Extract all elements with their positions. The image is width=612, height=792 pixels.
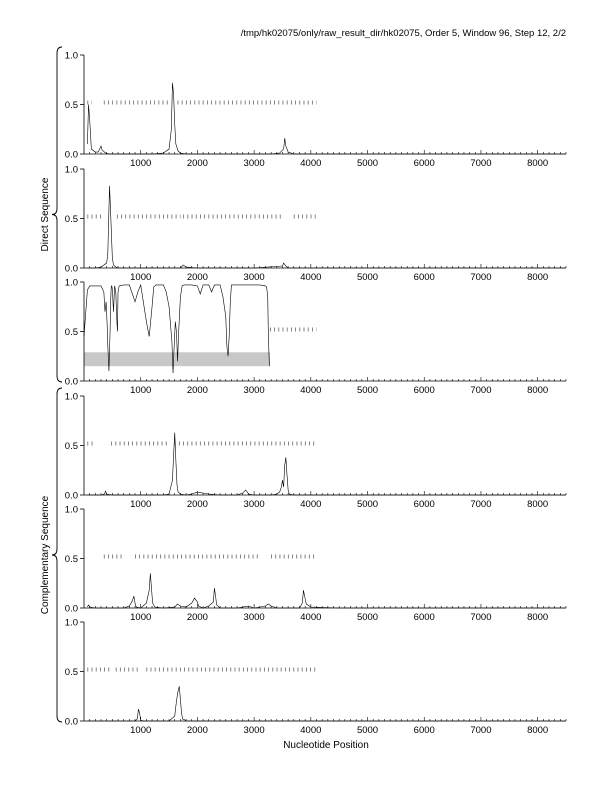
x-tick-label-direct-frame-2-3: 4000 <box>300 272 322 283</box>
x-tick-label-complementary-frame-1-3: 4000 <box>300 499 322 510</box>
x-tick-label-direct-frame-3-0: 1000 <box>130 385 152 396</box>
x-tick-label-complementary-frame-2-6: 7000 <box>470 612 492 623</box>
x-tick-label-direct-frame-2-1: 2000 <box>186 272 208 283</box>
probability-curve-direct-frame-1 <box>87 83 566 154</box>
x-tick-label-direct-frame-3-5: 6000 <box>413 385 435 396</box>
y-tick-label-complementary-frame-2-1: 0.5 <box>64 553 78 565</box>
y-tick-label-direct-frame-2-1: 0.5 <box>64 213 78 225</box>
x-tick-label-complementary-frame-2-2: 3000 <box>243 612 265 623</box>
x-tick-label-complementary-frame-1-7: 8000 <box>527 499 549 510</box>
x-tick-label-complementary-frame-1-6: 7000 <box>470 499 492 510</box>
x-tick-label-direct-frame-2-7: 8000 <box>527 272 549 283</box>
x-tick-label-complementary-frame-1-2: 3000 <box>243 499 265 510</box>
x-tick-label-direct-frame-2-6: 7000 <box>470 272 492 283</box>
x-tick-label-complementary-frame-1-5: 6000 <box>413 499 435 510</box>
y-tick-label-direct-frame-1-2: 1.0 <box>64 50 78 62</box>
x-tick-label-complementary-frame-3-4: 5000 <box>356 725 379 736</box>
x-tick-label-direct-frame-1-6: 7000 <box>470 158 492 169</box>
y-tick-label-direct-frame-3-1: 0.5 <box>64 326 78 338</box>
x-tick-label-direct-frame-3-7: 8000 <box>527 385 549 396</box>
panel-complementary-frame-2 <box>65 504 566 623</box>
panel-complementary-frame-3 <box>65 617 566 736</box>
panel-complementary-frame-1 <box>65 391 566 510</box>
y-tick-label-direct-frame-3-2: 1.0 <box>64 277 78 289</box>
x-tick-label-direct-frame-3-4: 5000 <box>356 385 379 396</box>
x-tick-label-complementary-frame-3-7: 8000 <box>527 725 549 736</box>
x-tick-label-direct-frame-1-1: 2000 <box>186 158 208 169</box>
x-tick-label-complementary-frame-3-2: 3000 <box>243 725 265 736</box>
x-tick-label-direct-frame-2-4: 5000 <box>356 272 379 283</box>
probability-curve-complementary-frame-2 <box>87 573 566 608</box>
x-tick-label-complementary-frame-2-4: 5000 <box>356 612 379 623</box>
y-tick-label-complementary-frame-3-1: 0.5 <box>64 666 78 678</box>
complementary-sequence-label: Complementary Sequence <box>40 495 51 615</box>
y-tick-label-direct-frame-1-1: 0.5 <box>64 99 78 111</box>
y-tick-label-complementary-frame-3-0: 0.0 <box>64 716 78 728</box>
x-tick-label-complementary-frame-3-6: 7000 <box>470 725 492 736</box>
x-tick-label-direct-frame-2-5: 6000 <box>413 272 435 283</box>
x-tick-label-complementary-frame-1-0: 1000 <box>130 499 152 510</box>
y-tick-label-complementary-frame-3-2: 1.0 <box>64 617 78 629</box>
x-tick-label-direct-frame-1-2: 3000 <box>243 158 265 169</box>
y-tick-label-complementary-frame-1-0: 0.0 <box>64 490 78 502</box>
y-tick-label-direct-frame-2-0: 0.0 <box>64 263 78 275</box>
gap-band-direct-frame-3 <box>84 352 270 366</box>
x-tick-label-direct-frame-2-2: 3000 <box>243 272 265 283</box>
panel-direct-frame-2 <box>65 164 566 283</box>
complementary-sequence-brace <box>52 388 62 722</box>
x-tick-label-complementary-frame-2-5: 6000 <box>413 612 435 623</box>
x-tick-label-direct-frame-3-3: 4000 <box>300 385 322 396</box>
x-tick-label-complementary-frame-3-1: 2000 <box>186 725 208 736</box>
direct-sequence-brace <box>52 47 62 382</box>
x-tick-label-direct-frame-1-0: 1000 <box>130 158 152 169</box>
x-tick-label-complementary-frame-1-4: 5000 <box>356 499 379 510</box>
y-tick-label-direct-frame-2-2: 1.0 <box>64 164 78 176</box>
x-tick-label-direct-frame-3-6: 7000 <box>470 385 492 396</box>
x-tick-label-complementary-frame-2-3: 4000 <box>300 612 322 623</box>
x-axis-label: Nucleotide Position <box>283 740 369 751</box>
run-info-header: /tmp/hk02075/only/raw_result_dir/hk02075, Order 5, Window 96, Step 12, 2/2 <box>240 28 566 39</box>
probability-curve-complementary-frame-1 <box>87 433 566 495</box>
y-tick-label-direct-frame-1-0: 0.0 <box>64 149 78 161</box>
panel-direct-frame-1 <box>65 50 566 169</box>
x-tick-label-direct-frame-3-2: 3000 <box>243 385 265 396</box>
x-tick-label-complementary-frame-3-5: 6000 <box>413 725 435 736</box>
x-tick-label-complementary-frame-2-0: 1000 <box>130 612 152 623</box>
x-tick-label-complementary-frame-3-0: 1000 <box>130 725 152 736</box>
x-tick-label-complementary-frame-3-3: 4000 <box>300 725 322 736</box>
y-tick-label-complementary-frame-1-1: 0.5 <box>64 440 78 452</box>
direct-sequence-label: Direct Sequence <box>40 177 51 252</box>
y-tick-label-complementary-frame-1-2: 1.0 <box>64 391 78 403</box>
plot-panels <box>65 50 566 736</box>
x-tick-label-direct-frame-1-3: 4000 <box>300 158 322 169</box>
x-tick-label-direct-frame-1-5: 6000 <box>413 158 435 169</box>
x-tick-label-direct-frame-1-7: 8000 <box>527 158 549 169</box>
y-tick-label-complementary-frame-2-2: 1.0 <box>64 504 78 516</box>
probability-curve-complementary-frame-3 <box>87 686 566 721</box>
x-tick-label-direct-frame-3-1: 2000 <box>186 385 208 396</box>
x-tick-label-complementary-frame-2-1: 2000 <box>186 612 208 623</box>
x-tick-label-complementary-frame-1-1: 2000 <box>186 499 208 510</box>
panel-direct-frame-3 <box>65 277 566 396</box>
y-tick-label-direct-frame-3-0: 0.0 <box>64 376 78 388</box>
probability-curve-direct-frame-2 <box>87 186 566 268</box>
x-tick-label-complementary-frame-2-7: 8000 <box>527 612 549 623</box>
y-tick-label-complementary-frame-2-0: 0.0 <box>64 603 78 615</box>
x-tick-label-direct-frame-2-0: 1000 <box>130 272 152 283</box>
x-tick-label-direct-frame-1-4: 5000 <box>356 158 379 169</box>
